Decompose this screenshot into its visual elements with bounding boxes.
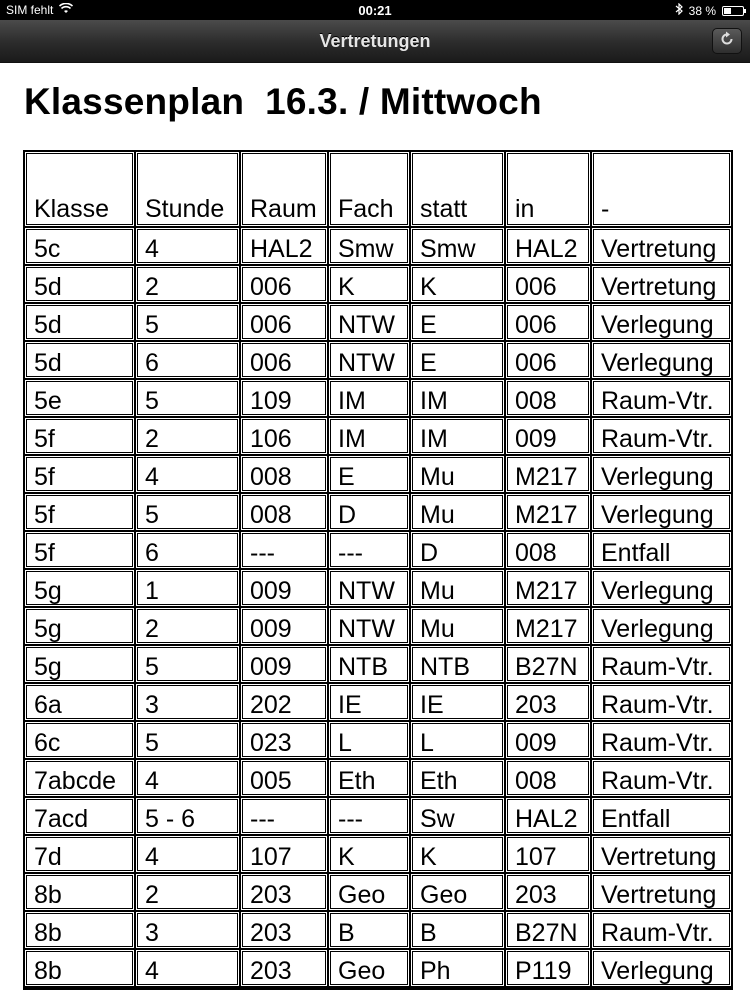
cell-statt: Smw	[411, 228, 506, 266]
cell-klasse: 5g	[25, 646, 136, 684]
cell-statt: B	[411, 912, 506, 950]
cell-statt: E	[411, 342, 506, 380]
cell-klasse: 6a	[25, 684, 136, 722]
refresh-icon	[719, 31, 735, 52]
cell-in: 008	[506, 760, 592, 798]
bluetooth-icon	[675, 3, 683, 18]
substitution-table	[23, 150, 733, 990]
cell-statt: Mu	[411, 608, 506, 646]
cell-art: Vertretung	[592, 266, 731, 304]
cell-stunde: 6	[136, 342, 241, 380]
cell-klasse: 5c	[25, 228, 136, 266]
cell-statt: Mu	[411, 456, 506, 494]
table-row	[25, 266, 731, 304]
cell-statt: D	[411, 532, 506, 570]
table-row	[25, 646, 731, 684]
cell-stunde: 5	[136, 722, 241, 760]
cell-stunde: 4	[136, 836, 241, 874]
table-row	[25, 798, 731, 836]
header-klasse: Klasse	[25, 152, 136, 228]
cell-klasse: 7abcde	[25, 760, 136, 798]
cell-in: 009	[506, 418, 592, 456]
cell-statt: E	[411, 304, 506, 342]
cell-klasse: 5d	[25, 304, 136, 342]
page-title: Klassenplan 16.3. / Mittwoch	[24, 81, 542, 122]
cell-in: 006	[506, 266, 592, 304]
cell-statt: Ph	[411, 950, 506, 988]
cell-raum: 009	[241, 646, 329, 684]
cell-fach: NTW	[329, 342, 411, 380]
cell-fach: K	[329, 266, 411, 304]
cell-art: Raum-Vtr.	[592, 418, 731, 456]
cell-art: Vertretung	[592, 836, 731, 874]
cell-statt: IM	[411, 380, 506, 418]
cell-statt: NTB	[411, 646, 506, 684]
header-stunde: Stunde	[136, 152, 241, 228]
cell-stunde: 4	[136, 760, 241, 798]
cell-fach: NTW	[329, 608, 411, 646]
cell-raum: 109	[241, 380, 329, 418]
cell-raum: ---	[241, 532, 329, 570]
cell-in: 203	[506, 874, 592, 912]
cell-fach: Geo	[329, 874, 411, 912]
cell-statt: Sw	[411, 798, 506, 836]
table-row	[25, 418, 731, 456]
cell-stunde: 2	[136, 874, 241, 912]
cell-stunde: 5	[136, 380, 241, 418]
cell-raum: 203	[241, 874, 329, 912]
table-row	[25, 722, 731, 760]
header-fach: Fach	[329, 152, 411, 228]
cell-fach: IM	[329, 380, 411, 418]
cell-fach: NTW	[329, 304, 411, 342]
cell-raum: 005	[241, 760, 329, 798]
table-row	[25, 228, 731, 266]
cell-statt: K	[411, 266, 506, 304]
clock: 00:21	[358, 3, 392, 18]
cell-statt: Geo	[411, 874, 506, 912]
cell-in: M217	[506, 456, 592, 494]
cell-fach: ---	[329, 798, 411, 836]
cell-statt: IE	[411, 684, 506, 722]
cell-statt: L	[411, 722, 506, 760]
cell-stunde: 6	[136, 532, 241, 570]
cell-klasse: 5e	[25, 380, 136, 418]
cell-art: Verlegung	[592, 950, 731, 988]
cell-klasse: 5g	[25, 570, 136, 608]
cell-in: P119	[506, 950, 592, 988]
cell-raum: 203	[241, 950, 329, 988]
cell-fach: IE	[329, 684, 411, 722]
cell-art: Verlegung	[592, 304, 731, 342]
cell-art: Vertretung	[592, 228, 731, 266]
cell-stunde: 2	[136, 418, 241, 456]
table-row	[25, 912, 731, 950]
cell-art: Vertretung	[592, 874, 731, 912]
cell-in: 006	[506, 342, 592, 380]
table-row	[25, 380, 731, 418]
cell-stunde: 4	[136, 950, 241, 988]
cell-stunde: 5	[136, 304, 241, 342]
cell-statt: IM	[411, 418, 506, 456]
table-row	[25, 836, 731, 874]
cell-raum: 023	[241, 722, 329, 760]
cell-stunde: 2	[136, 266, 241, 304]
cell-klasse: 5d	[25, 266, 136, 304]
cell-fach: Geo	[329, 950, 411, 988]
cell-in: 009	[506, 722, 592, 760]
table-row	[25, 874, 731, 912]
cell-raum: 008	[241, 494, 329, 532]
cell-fach: ---	[329, 532, 411, 570]
cell-in: 006	[506, 304, 592, 342]
navigation-bar	[0, 20, 750, 63]
cell-fach: D	[329, 494, 411, 532]
cell-fach: IM	[329, 418, 411, 456]
cell-in: 107	[506, 836, 592, 874]
cell-art: Verlegung	[592, 608, 731, 646]
battery-fill	[724, 8, 731, 14]
cell-stunde: 5	[136, 494, 241, 532]
table-row	[25, 570, 731, 608]
cell-art: Verlegung	[592, 342, 731, 380]
cell-statt: Eth	[411, 760, 506, 798]
header-raum: Raum	[241, 152, 329, 228]
table-row	[25, 342, 731, 380]
header-art: -	[592, 152, 731, 228]
cell-raum: 202	[241, 684, 329, 722]
cell-art: Raum-Vtr.	[592, 912, 731, 950]
cell-in: M217	[506, 494, 592, 532]
table-row	[25, 760, 731, 798]
cell-klasse: 5f	[25, 456, 136, 494]
cell-stunde: 4	[136, 456, 241, 494]
battery-icon	[722, 6, 744, 16]
cell-in: M217	[506, 608, 592, 646]
cell-raum: ---	[241, 798, 329, 836]
table-row	[25, 304, 731, 342]
cell-fach: Smw	[329, 228, 411, 266]
cell-stunde: 2	[136, 608, 241, 646]
cell-raum: 107	[241, 836, 329, 874]
cell-raum: 106	[241, 418, 329, 456]
cell-klasse: 8b	[25, 912, 136, 950]
battery-percent: 38 %	[688, 3, 716, 18]
cell-fach: E	[329, 456, 411, 494]
cell-art: Raum-Vtr.	[592, 760, 731, 798]
cell-art: Raum-Vtr.	[592, 380, 731, 418]
cell-in: B27N	[506, 646, 592, 684]
cell-klasse: 5f	[25, 532, 136, 570]
cell-art: Verlegung	[592, 494, 731, 532]
cell-in: HAL2	[506, 228, 592, 266]
cell-raum: 009	[241, 608, 329, 646]
cell-klasse: 8b	[25, 950, 136, 988]
cell-stunde: 1	[136, 570, 241, 608]
cell-raum: 008	[241, 456, 329, 494]
table-row	[25, 532, 731, 570]
cell-klasse: 5d	[25, 342, 136, 380]
cell-klasse: 5g	[25, 608, 136, 646]
cell-klasse: 6c	[25, 722, 136, 760]
cell-art: Raum-Vtr.	[592, 722, 731, 760]
cell-stunde: 4	[136, 228, 241, 266]
cell-fach: K	[329, 836, 411, 874]
cell-statt: Mu	[411, 494, 506, 532]
content-area[interactable]	[0, 63, 750, 1000]
header-in: in	[506, 152, 592, 228]
cell-raum: 006	[241, 266, 329, 304]
cell-art: Verlegung	[592, 456, 731, 494]
cell-raum: 006	[241, 342, 329, 380]
refresh-button[interactable]	[712, 28, 742, 54]
cell-fach: B	[329, 912, 411, 950]
carrier-label: SIM fehlt	[6, 3, 54, 17]
status-bar	[0, 0, 750, 20]
cell-stunde: 5	[136, 646, 241, 684]
cell-fach: NTW	[329, 570, 411, 608]
cell-stunde: 3	[136, 684, 241, 722]
cell-in: B27N	[506, 912, 592, 950]
cell-klasse: 8b	[25, 874, 136, 912]
table-header-row	[25, 152, 731, 228]
cell-klasse: 5f	[25, 418, 136, 456]
cell-stunde: 5 - 6	[136, 798, 241, 836]
cell-raum: 203	[241, 912, 329, 950]
cell-art: Raum-Vtr.	[592, 684, 731, 722]
cell-art: Raum-Vtr.	[592, 646, 731, 684]
cell-raum: 009	[241, 570, 329, 608]
cell-fach: NTB	[329, 646, 411, 684]
cell-raum: 006	[241, 304, 329, 342]
cell-in: 203	[506, 684, 592, 722]
table-row	[25, 608, 731, 646]
cell-fach: L	[329, 722, 411, 760]
cell-statt: Mu	[411, 570, 506, 608]
cell-art: Entfall	[592, 532, 731, 570]
cell-fach: Eth	[329, 760, 411, 798]
nav-title: Vertretungen	[319, 31, 431, 51]
table-row	[25, 950, 731, 988]
table-row	[25, 494, 731, 532]
cell-raum: HAL2	[241, 228, 329, 266]
cell-in: HAL2	[506, 798, 592, 836]
cell-art: Entfall	[592, 798, 731, 836]
cell-art: Verlegung	[592, 570, 731, 608]
cell-in: 008	[506, 380, 592, 418]
cell-stunde: 3	[136, 912, 241, 950]
cell-in: M217	[506, 570, 592, 608]
cell-klasse: 7d	[25, 836, 136, 874]
cell-in: 008	[506, 532, 592, 570]
table-row	[25, 684, 731, 722]
header-statt: statt	[411, 152, 506, 228]
cell-klasse: 5f	[25, 494, 136, 532]
table-row	[25, 456, 731, 494]
cell-klasse: 7acd	[25, 798, 136, 836]
cell-statt: K	[411, 836, 506, 874]
